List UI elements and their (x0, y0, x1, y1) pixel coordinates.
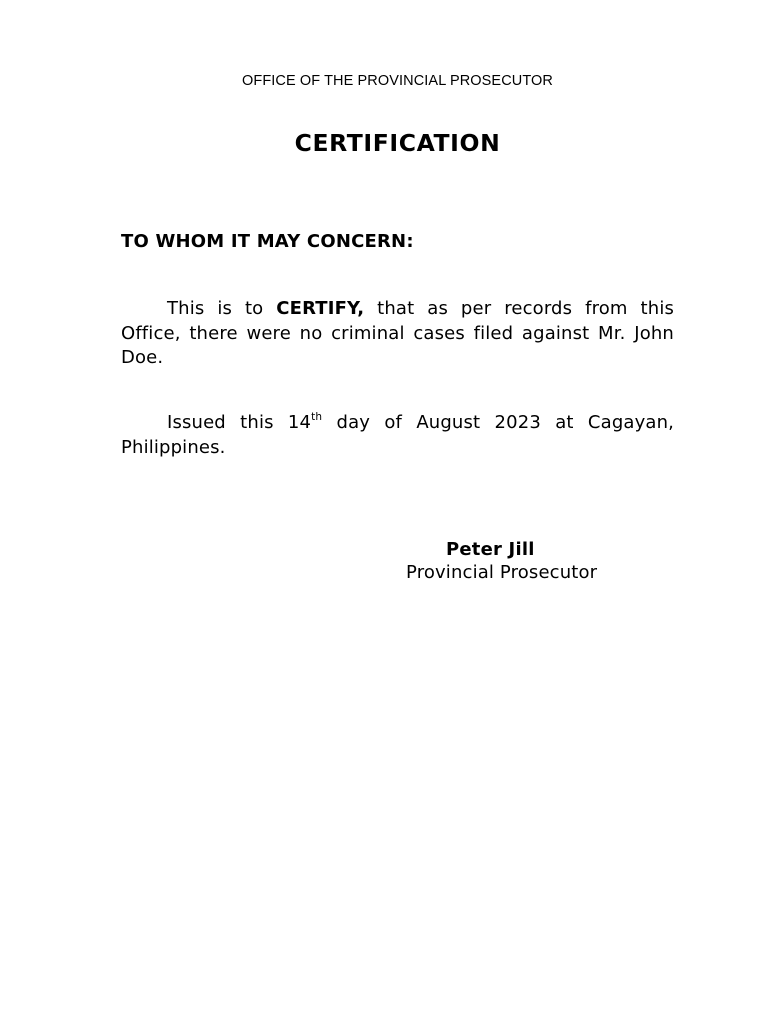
certification-body-text: that as per records from this Office, there were no criminal cases filed against Mr. John Doe. (121, 298, 674, 368)
issuance-paragraph (121, 411, 674, 460)
signatory-name: Peter Jill (446, 539, 535, 560)
issuance-lead-text: Issued this 14 (167, 412, 312, 433)
office-header: OFFICE OF THE PROVINCIAL PROSECUTOR (242, 73, 553, 89)
document-title: CERTIFICATION (294, 129, 501, 157)
certify-emphasis: CERTIFY, (276, 298, 365, 319)
salutation: TO WHOM IT MAY CONCERN: (121, 231, 414, 252)
day-ordinal-suffix: th (311, 411, 323, 423)
certification-lead-text: This is to (167, 298, 277, 319)
signatory-position: Provincial Prosecutor (406, 562, 598, 583)
certification-paragraph (121, 297, 674, 371)
issuance-body-text: day of August 2023 at Cagayan, Philippines. (121, 412, 675, 458)
